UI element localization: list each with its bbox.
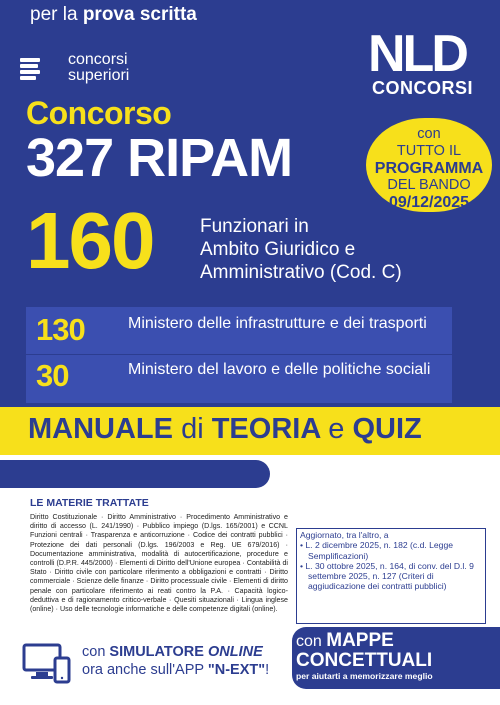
concorso-label: Concorso [26, 95, 172, 131]
nld-wordmark: NLD [368, 25, 466, 83]
prova-scritta-label: per la prova scritta [30, 4, 197, 25]
materie-heading: LE MATERIE TRATTATE [30, 497, 149, 509]
books-stack-icon [20, 58, 40, 80]
ministries-block [26, 307, 452, 403]
devices-icon [22, 642, 72, 684]
concorsi-superiori-logo [20, 50, 160, 90]
aggiornato-text: Aggiornato, tra l'altro, a • L. 2 dicembre 2025, n. 182 (c.d. Legge Semplificazioni) • L. 30 ottobre 2025, n. 164, di conv. del D.l. 9 settembre 2025, n. 127 (Criteri di aggiudicazione dei contratti pubblici) [300, 530, 474, 592]
nld-concorsi-logo [368, 25, 480, 98]
ministry-row: 30 Ministero del lavoro e delle politiche sociali [36, 358, 431, 393]
simulatore-line2: ora anche sull'APP "N-EXT"! [82, 662, 270, 678]
mappe-title: con MAPPE [296, 630, 394, 651]
funzionari-description: Funzionari in Ambito Giuridico e Amministrativo (Cod. C) [200, 216, 402, 283]
simulatore-block [22, 640, 290, 686]
simulatore-line1: con SIMULATORE ONLINE [82, 644, 263, 660]
manuale-banner: MANUALE di TEORIA e QUIZ [0, 407, 500, 455]
prova-scritta-tab [0, 460, 270, 488]
main-title: 327 RIPAM [26, 128, 293, 188]
materie-list: Diritto Costituzionale · Diritto Amministrativo · Procedimento Amministrativo e diritto di accesso (L. 241/1990) · Pubblico impiego (D.lgs. 165/2001) e CCNL Funzioni centrali · Trasparenza e anticorruzione · Codice dei contratti pubblici · Protezione dei dati personali (D.lgs. 196/2003 e Reg. UE 679/2016) · Documentazione amministrativa, modalità di autocertificazione, procedure e controlli (D.P.R. 445/2000) · Elementi di Diritto dell'Unione europea · Contabilità di Stato · Diritto civile con particolare riferimento a obbligazioni e contratti · Diritto commerciale · Scienze delle finanze · Diritto processuale civile · Elementi di diritto penale con particolare riferimento ai reati contro la P.A. · Capacità logico-deduttiva e di ragionamento critico-verbale · Quesiti situazionali · Lingua inglese (online) · Uso delle tecnologie informatiche e delle competenze digitali (online). [30, 513, 288, 614]
logo-text: concorsi superiori [68, 51, 130, 84]
ministry-row: 130 Ministero delle infrastrutture e dei trasporti [26, 309, 452, 355]
mappe-concettuali-word: CONCETTUALI [296, 650, 433, 671]
mappe-subtitle: per aiutarti a memorizzare meglio [296, 671, 433, 681]
programma-badge: con TUTTO IL PROGRAMMA DEL BANDO 09/12/2025 [366, 118, 492, 212]
nld-subtitle: CONCORSI [372, 78, 474, 98]
positions-number: 160 [26, 196, 154, 285]
